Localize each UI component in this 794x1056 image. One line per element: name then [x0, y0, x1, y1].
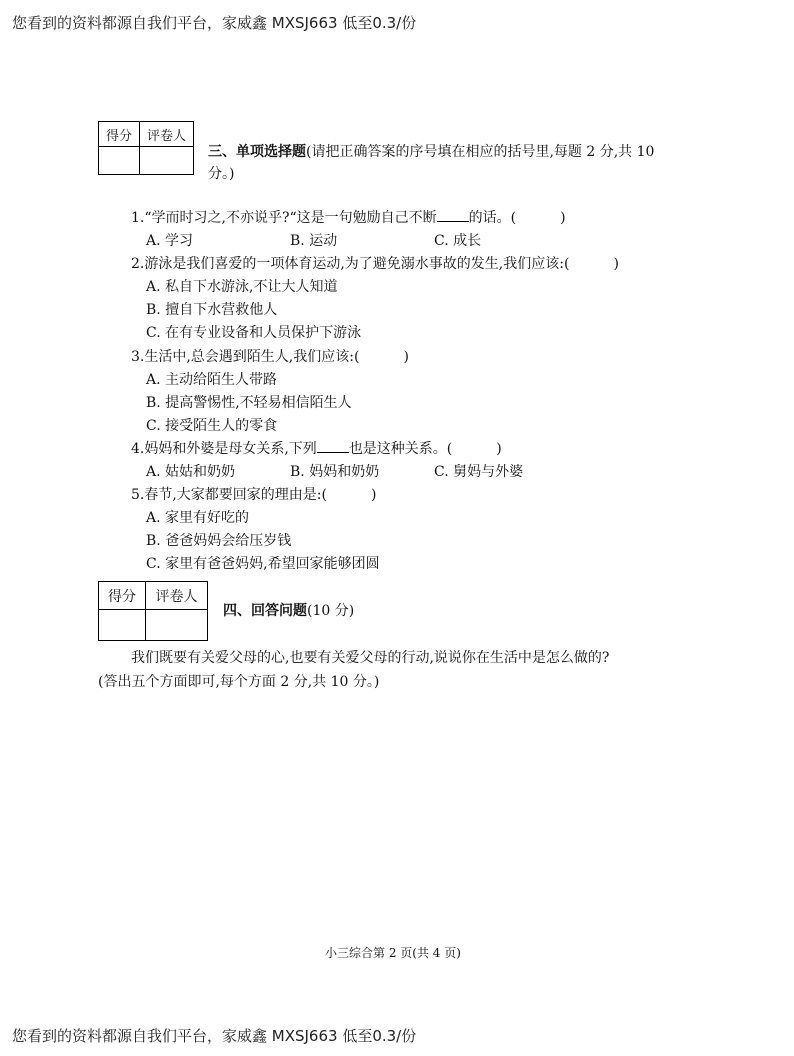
question-1-close: ) [560, 210, 566, 226]
question-1-option-c: C. 成长 [434, 233, 482, 249]
section4-heading [223, 600, 354, 622]
question-3-option-c: C. 接受陌生人的零食 [146, 418, 278, 434]
question-4-stem-b: 也是这种关系。( [348, 441, 453, 457]
page-footer: 小三综合第 2 页(共 4 页) [325, 946, 461, 960]
question-1-option-a: A. 学习 [146, 233, 194, 249]
question-2-option-a: A. 私自下水游泳,不让大人知道 [146, 279, 338, 295]
answer-area[interactable] [98, 700, 698, 930]
score-label: 得分 [99, 582, 146, 610]
question-4-blank[interactable] [317, 438, 349, 453]
question-5 [131, 484, 376, 507]
score-cell[interactable] [99, 147, 140, 175]
question-4 [131, 438, 502, 461]
question-3-option-a: A. 主动给陌生人带路 [146, 372, 278, 388]
section3-title: 三、单项选择题 [208, 144, 306, 160]
question-2-option-c: C. 在有专业设备和人员保护下游泳 [146, 325, 362, 341]
section3-instructions: (请把正确答案的序号填在相应的括号里,每题 2 分,共 10 [306, 144, 655, 160]
question-5-option-b: B. 爸爸妈妈会给压岁钱 [146, 533, 292, 549]
question-4-option-b: B. 妈妈和奶奶 [290, 464, 380, 480]
section4-question-note: (答出五个方面即可,每个方面 2 分,共 10 分。) [98, 674, 380, 690]
question-4-option-a: A. 姑姑和奶奶 [146, 464, 236, 480]
grader-label: 评卷人 [146, 582, 208, 610]
question-3-close: ) [403, 349, 409, 365]
question-1-option-b: B. 运动 [290, 233, 338, 249]
question-1-stem-a: 1.“学而时习之,不亦说乎?“这是一句勉励自己不断 [131, 210, 437, 226]
question-3 [131, 346, 409, 369]
watermark-bottom: 您看到的资料都源自我们平台，家威鑫 MXSJ663 低至0.3/份 [12, 1027, 417, 1045]
score-cell[interactable] [99, 610, 146, 641]
question-1-blank[interactable] [437, 207, 469, 222]
question-2-stem: 2.游泳是我们喜爱的一项体育运动,为了避免溺水事故的发生,我们应该:( [131, 256, 570, 272]
question-4-close: ) [496, 441, 502, 457]
question-5-close: ) [371, 487, 377, 503]
section4-points: (10 分) [307, 603, 355, 619]
question-2-option-b: B. 擅自下水营救他人 [146, 302, 278, 318]
question-1 [131, 207, 566, 230]
watermark-top: 您看到的资料都源自我们平台，家威鑫 MXSJ663 低至0.3/份 [12, 14, 417, 32]
question-1-stem-b: 的话。( [468, 210, 517, 226]
section3-heading [208, 141, 654, 163]
question-4-stem-a: 4.妈妈和外婆是母女关系,下列 [131, 441, 317, 457]
score-box-section3 [98, 121, 194, 175]
question-5-stem: 5.春节,大家都要回家的理由是:( [131, 487, 327, 503]
grader-cell[interactable] [140, 147, 194, 175]
section4-question: 我们既要有关爱父母的心,也要有关爱父母的行动,说说你在生活中是怎么做的? [131, 650, 610, 666]
question-3-option-b: B. 提高警惕性,不轻易相信陌生人 [146, 395, 352, 411]
section3-instructions-cont: 分。) [208, 166, 235, 182]
score-label: 得分 [99, 122, 140, 147]
question-2 [131, 253, 619, 276]
question-2-close: ) [613, 256, 619, 272]
question-4-option-c: C. 舅妈与外婆 [434, 464, 524, 480]
section4-title: 四、回答问题 [223, 603, 307, 619]
question-5-option-c: C. 家里有爸爸妈妈,希望回家能够团圆 [146, 556, 380, 572]
question-5-option-a: A. 家里有好吃的 [146, 510, 250, 526]
grader-cell[interactable] [146, 610, 208, 641]
question-3-stem: 3.生活中,总会遇到陌生人,我们应该:( [131, 349, 360, 365]
grader-label: 评卷人 [140, 122, 194, 147]
score-box-section4 [98, 581, 208, 641]
